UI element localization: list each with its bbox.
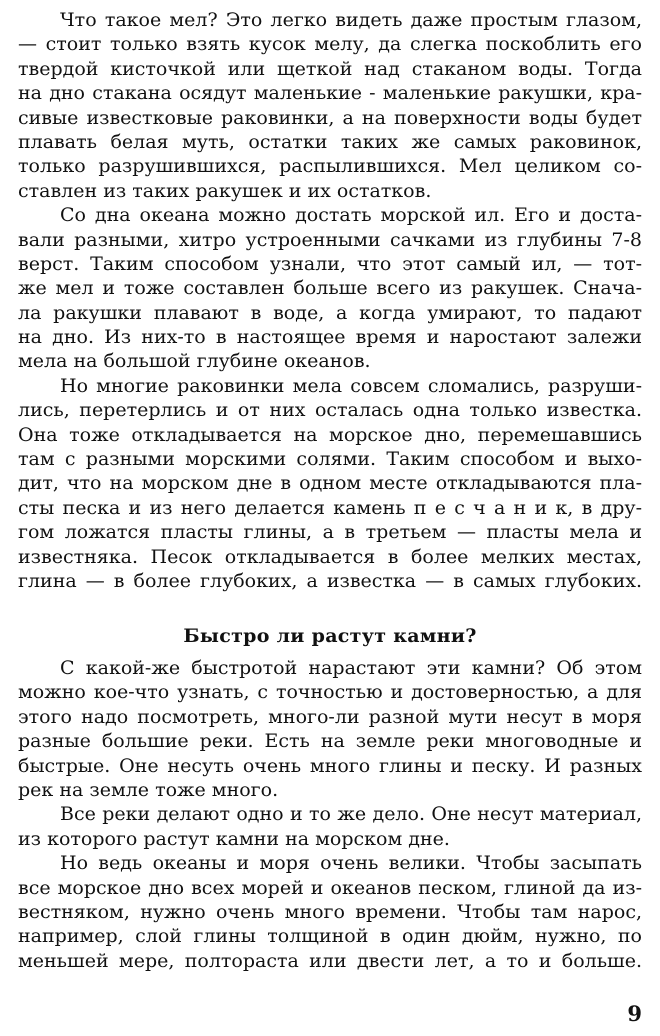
text-line: только разрушившихся, распылившихся. Мел целиком со- <box>18 155 642 178</box>
text-line: Но ведь океаны и моря очень велики. Чтобы засыпать <box>60 852 642 875</box>
text-line: меньшей мере, полтораста или двести лет, а то и больше. <box>18 949 642 972</box>
text-line: лись, перетерлись и от них осталась одна только известка. <box>18 399 642 422</box>
text-line: ставлен из таких ракушек и их остатков. <box>18 179 432 202</box>
text-line: ла ракушки плавают в воде, а когда умирают, то падают <box>18 301 642 324</box>
text-line: можно кое-что узнать, с точностью и достоверностью, а для <box>18 681 642 704</box>
text-section-chalk <box>18 8 642 593</box>
text-line: же мел и тоже составлен больше всего из ракушек. Снача- <box>18 277 642 300</box>
text-line: все морское дно всех морей и океанов песком, глиной да из- <box>18 876 642 899</box>
text-line: вестняком, нужно очень много времени. Чтобы там нарос, <box>18 900 642 923</box>
text-line: плавать белая муть, остатки таких же самых раковинок, <box>18 130 642 153</box>
text-line: сивые известковые раковинки, а на поверхности воды будет <box>18 106 642 129</box>
text-line: быстрые. Оне несуть очень много глины и песку. И разных <box>18 754 642 777</box>
text-section-stone-growth <box>18 656 642 973</box>
text-line: гом ложатся пласты глины, а в третьем — пласты мела и <box>18 521 642 544</box>
text-line: на дно. Из них-то в настоящее время и наростают залежи <box>18 326 642 349</box>
text-line: известняка. Песок откладывается в более мелких местах, <box>18 545 642 568</box>
text-line: Все реки делают одно и то же дело. Оне несут материал, <box>60 803 642 826</box>
text-line: верст. Таким способом узнали, что этот самый ил, — тот- <box>18 252 642 275</box>
text-line: например, слой глины толщиной в один дюйм, нужно, по <box>18 925 642 948</box>
text-line: мела на большой глубине океанов. <box>18 350 371 373</box>
text-line: Но многие раковинки мела совсем сломались, разруши- <box>60 374 642 397</box>
text-line: этого надо посмотреть, много-ли разной мути несут в моря <box>18 705 642 728</box>
book-page <box>18 4 642 1024</box>
section-heading: Быстро ли растут камни? <box>183 625 477 647</box>
text-line: вали разными, хитро устроенными сачками из глубины 7-8 <box>18 228 642 251</box>
text-line: из которого растут камни на морском дне. <box>18 827 450 850</box>
text-line: там с разными морскими солями. Таким способом и выхо- <box>18 448 642 471</box>
text-line: глина — в более глубоких, а известка — в самых глубоких. <box>18 569 642 592</box>
text-line: — стоит только взять кусок мелу, да слегка поскоблить его <box>18 33 642 56</box>
text-line: на дно стакана осядут маленькие - маленькие ракушки, кра- <box>18 82 642 105</box>
page-number: 9 <box>627 1001 642 1026</box>
text-line: сты песка и из него делается камень п е с ч а н и к, в дру- <box>18 496 642 519</box>
text-line: С какой-же быстротой нарастают эти камни? Об этом <box>60 657 642 679</box>
text-line: Со дна океана можно достать морской ил. Его и доста- <box>60 204 642 227</box>
text-line: разные большие реки. Есть на земле реки многоводные и <box>18 730 642 753</box>
text-line: рек на земле тоже много. <box>18 778 279 801</box>
text-line: Что такое мел? Это легко видеть даже простым глазом, <box>60 9 642 31</box>
text-line: Она тоже откладывается на морское дно, перемешавшись <box>18 423 642 446</box>
text-line: твердой кисточкой или щеткой над стаканом воды. Тогда <box>18 57 642 80</box>
text-line: дит, что на морском дне в одном месте откладываются пла- <box>18 472 642 495</box>
